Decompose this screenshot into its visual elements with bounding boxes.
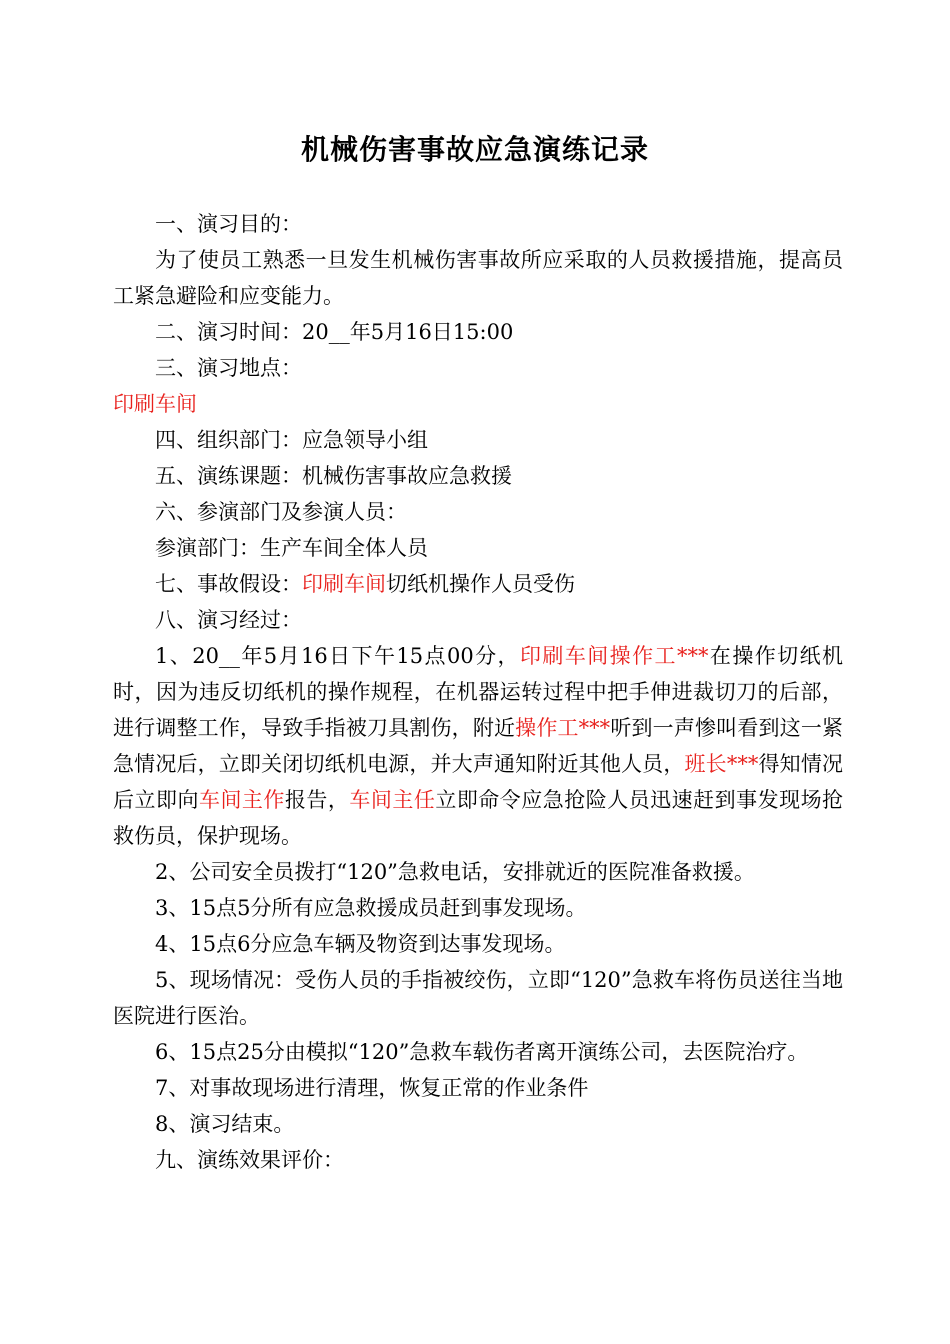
step1-text-2: 听到一声惨叫看到这一紧急情况后，立即关闭切纸机电源，并大声通知附近其他人员， bbox=[113, 716, 844, 776]
hypothesis-suffix: 切纸机操作人员受伤 bbox=[386, 572, 575, 596]
process-step-3: 3、15点5分所有应急救援成员赶到事发现场。 bbox=[155, 896, 587, 920]
step1-text-4: 报告， bbox=[284, 788, 350, 812]
process-step-8: 8、演习结束。 bbox=[155, 1112, 295, 1136]
process-step-6: 6、15点25分由模拟“120”急救车载伤者离开演练公司，去医院治疗。 bbox=[155, 1040, 809, 1064]
step1-workshop-head-1: 车间主作 bbox=[198, 788, 285, 812]
process-step-5: 5、现场情况：受伤人员的手指被绞伤，立即“120”急救车将伤员送往当地医院进行医治。 bbox=[113, 968, 843, 1028]
step1-team-leader: 班长*** bbox=[684, 752, 759, 776]
process-step-7: 7、对事故现场进行清理，恢复正常的作业条件 bbox=[155, 1076, 589, 1100]
hypothesis-prefix: 七、事故假设： bbox=[155, 572, 302, 596]
process-step-2: 2、公司安全员拨打“120”急救电话，安排就近的医院准备救援。 bbox=[155, 860, 755, 884]
step1-text-3: 得知情况后立即向 bbox=[113, 752, 844, 812]
hypothesis-line bbox=[113, 566, 843, 602]
process-step-1 bbox=[113, 638, 843, 854]
step1-text-1: 在操作切纸机时，因为违反切纸机的操作规程，在机器运转过程中把手伸进裁切刀的后部，进行调整工作，导致手指被刀具割伤，附近 bbox=[113, 644, 844, 740]
process-heading: 八、演习经过： bbox=[155, 608, 302, 632]
step1-workshop-head-2: 车间主任 bbox=[349, 788, 436, 812]
document-title: 机械伤害事故应急演练记录 bbox=[300, 133, 649, 166]
participants-line: 参演部门：生产车间全体人员 bbox=[155, 536, 428, 560]
step1-operator: 印刷车间操作工*** bbox=[519, 644, 709, 668]
drill-location-value: 印刷车间 bbox=[113, 392, 197, 416]
document-body bbox=[113, 206, 843, 1178]
participants-heading: 六、参演部门及参演人员： bbox=[155, 500, 407, 524]
step1-nearby-operator: 操作工*** bbox=[515, 716, 611, 740]
drill-location-heading: 三、演习地点： bbox=[155, 356, 302, 380]
evaluation-heading: 九、演练效果评价： bbox=[155, 1148, 344, 1172]
hypothesis-location: 印刷车间 bbox=[302, 572, 386, 596]
drill-time-line: 二、演习时间：20__年5月16日15:00 bbox=[155, 320, 514, 344]
purpose-paragraph: 为了使员工熟悉一旦发生机械伤害事故所应采取的人员救援措施，提高员工紧急避险和应变能力。 bbox=[113, 248, 843, 308]
process-step-4: 4、15点6分应急车辆及物资到达事发现场。 bbox=[155, 932, 566, 956]
step1-text-5: 立即命令应急抢险人员迅速赶到事发现场抢救伤员，保护现场。 bbox=[113, 788, 844, 848]
topic-line: 五、演练课题：机械伤害事故应急救援 bbox=[155, 464, 512, 488]
organizer-line: 四、组织部门：应急领导小组 bbox=[155, 428, 428, 452]
section-purpose-heading: 一、演习目的： bbox=[155, 212, 302, 236]
step1-intro: 1、20__年5月16日下午15点00分， bbox=[155, 644, 520, 668]
